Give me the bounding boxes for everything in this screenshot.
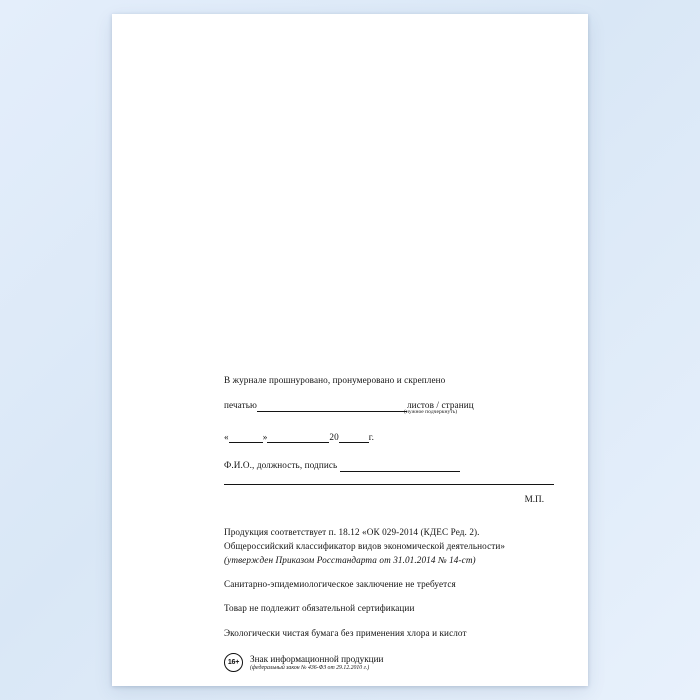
- compliance-line-5: Товар не подлежит обязательной сертификации: [224, 603, 415, 614]
- document-content: [224, 374, 574, 672]
- compliance-line-1: Продукция соответствует п. 18.12 «ОК 029-2014 (КДЕС Ред. 2).: [224, 526, 480, 537]
- fio-second-line[interactable]: [224, 483, 574, 485]
- seal-label: печатью: [224, 400, 257, 411]
- year-suffix: г.: [368, 431, 375, 442]
- compliance-block: [224, 526, 574, 640]
- date-quote-open: «: [224, 431, 229, 442]
- underline-hint: (нужное подчеркнуть): [404, 409, 458, 416]
- compliance-line-6: Экологически чистая бумага без применения хлора и кислот: [224, 627, 467, 638]
- age-rating-icon: 16+: [224, 653, 243, 672]
- date-year-field[interactable]: [339, 442, 369, 443]
- fio-label: Ф.И.О., должность, подпись: [224, 460, 338, 471]
- stamp-label: М.П.: [524, 493, 544, 504]
- sheets-label: листов / страниц: [407, 400, 474, 411]
- seal-blank-field[interactable]: [257, 411, 407, 412]
- age-mark-text: [250, 654, 383, 672]
- date-row: [224, 431, 574, 443]
- document-sheet: [112, 14, 588, 686]
- date-month-field[interactable]: [267, 442, 329, 443]
- age-mark-title: Знак информационной продукции: [250, 653, 384, 664]
- date-day-field[interactable]: [229, 442, 263, 443]
- date-quote-close: »: [262, 431, 268, 442]
- seal-row: [224, 399, 574, 416]
- compliance-line-4: Санитарно-эпидемиологическое заключение не требуется: [224, 578, 456, 589]
- fio-field[interactable]: [340, 471, 460, 472]
- age-mark-row: [224, 653, 574, 672]
- binding-line-1: В журнале прошнуровано, пронумеровано и скреплено: [224, 375, 446, 385]
- year-prefix: 20: [329, 431, 339, 442]
- compliance-line-2: Общероссийский классификатор видов экономической деятельности»: [224, 540, 506, 551]
- compliance-line-3: (утвержден Приказом Росстандарта от 31.01.2014 № 14-ст): [224, 554, 476, 565]
- fio-row: [224, 459, 574, 471]
- age-mark-subtitle: (федеральный закон № 436-ФЗ от 29.12.2010 г.): [250, 665, 370, 672]
